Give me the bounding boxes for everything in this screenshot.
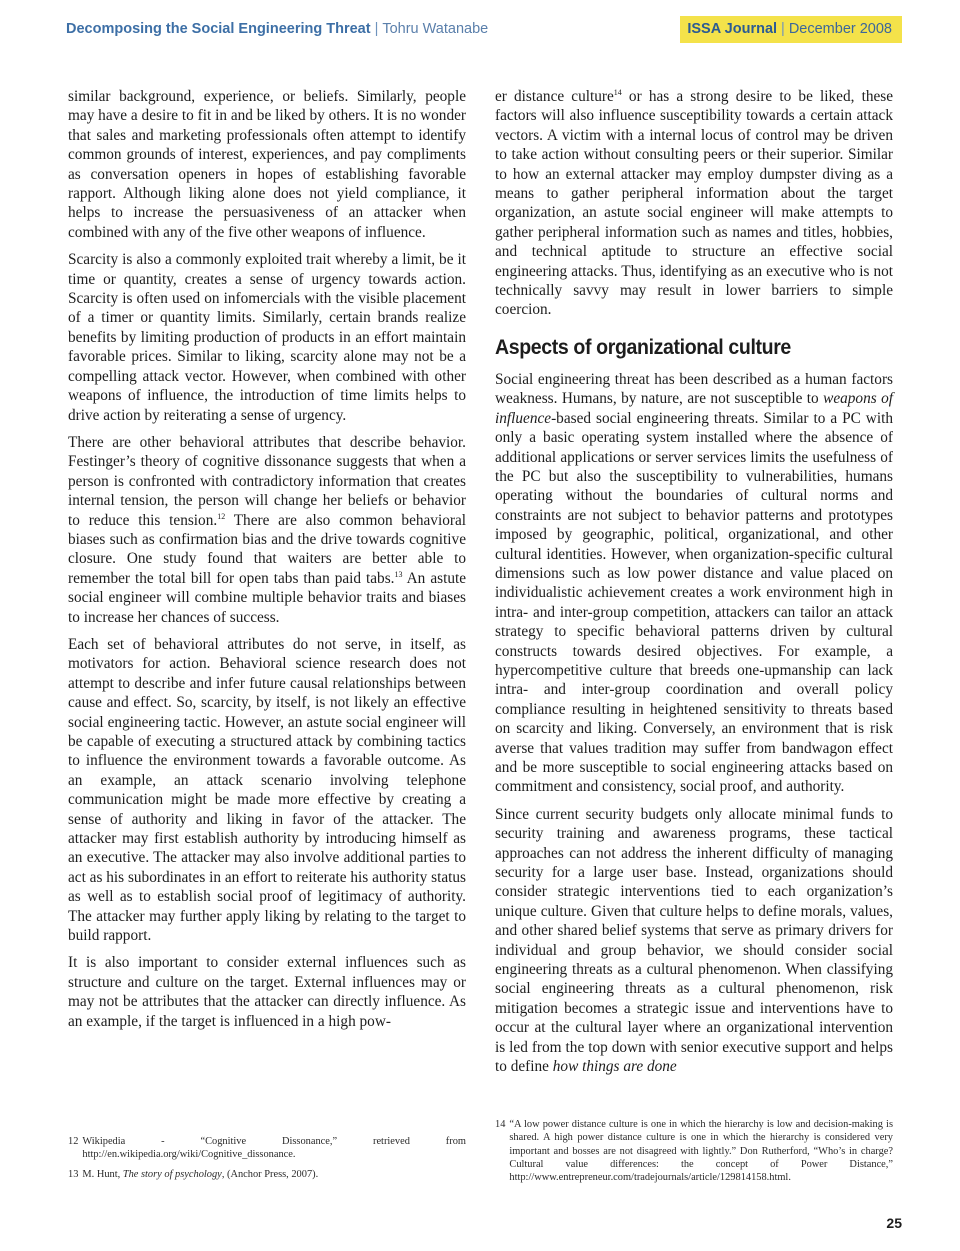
text-run: Since current security budgets only allocate minimal funds to security training and awareness programs, these tactical approaches can not address the inherent difficulty of managing security for a large user base. Instead, organizations should consider strategic interventions tied to each organization’s unique culture. Given that culture helps to define morals, values, and other shared belief systems that serve as primary drivers for individual and group behavior, we should consider social engineering threats as a cultural phenomenon. When classifying social engineering threats as a cultural phenomenon, risk mitigation becomes a strategic issue and interventions have to occur at the cultural layer where an organizational intervention is led from the top down with senior executive support and helps to define: [495, 805, 893, 1076]
header-journal-band: [680, 16, 902, 43]
footnote-text: Wikipedia - “Cognitive Dissonance,” retrieved from http://en.wikipedia.org/wiki/Cognitive_dissonance.: [82, 1136, 466, 1161]
footnote-text: [82, 1168, 466, 1181]
book-title: The story of psychology: [122, 1168, 222, 1180]
paragraph: similar background, experience, or beliefs. Similarly, people may have a desire to fit in and be liked by others. It is no wonder that sales and marketing professionals often attempt to identify common grounds of interest, experiences, and pay compliments as conversation openers in hopes of establishing favorable rapport. Although liking alone does not yield compliance, it helps to increase the persuasiveness of an attacker when combined with any of the five other weapons of influence.: [68, 88, 466, 241]
footnote-number: 13: [68, 1168, 79, 1180]
left-column: [68, 87, 466, 1039]
section-heading: Aspects of organizational culture: [495, 335, 791, 359]
paragraph: [495, 805, 893, 1077]
paragraph: It is also important to consider external influences such as structure and culture on the target. External influences may or may not be attributes that the attacker can directly influence. As an example, if the target is influenced in a high pow-: [68, 954, 466, 1030]
footnote-ref-12[interactable]: 12: [217, 511, 226, 521]
text-run: er distance culture: [495, 88, 614, 105]
italic-term: weapons of influence: [495, 390, 893, 427]
header-article-info: [66, 16, 488, 43]
footnote-number: 12: [68, 1136, 79, 1147]
footnotes-right: [495, 1118, 893, 1190]
header-article-title: Decomposing the Social Engineering Threat: [66, 21, 371, 37]
paragraph: Scarcity is also a commonly exploited trait whereby a limit, be it time or quantity, creates a sense of urgency towards action. Scarcity is often used on infomercials with the visible placement of a timer or quantity limits. Similarly, certain brands realize benefits by limiting production of products in an effort maintain favorable prices. Similar to liking, scarcity alone may not be a compelling attack vector. However, when combined with other weapons of influence, the introduction of time limits helps to drive action by reiterating a sense of urgency.: [68, 251, 466, 424]
footnotes-left: [68, 1135, 466, 1187]
footnote-number: 14: [495, 1119, 506, 1130]
header-separator-right: |: [781, 21, 785, 37]
text-run: An astute social engineer will combine multiple behavior traits and biases to increase her chances of success.: [68, 569, 467, 626]
footnote-14: [495, 1118, 893, 1184]
header-author: Tohru Watanabe: [382, 21, 489, 37]
page-number: 25: [886, 1215, 902, 1231]
text-run: , (Anchor Press, 2007).: [221, 1168, 319, 1180]
header-date: December 2008: [788, 21, 892, 37]
footnote-ref-13[interactable]: 13: [394, 569, 403, 579]
paragraph: [495, 370, 893, 797]
paragraph: [495, 87, 893, 320]
right-column: [495, 87, 893, 1085]
paragraph: Each set of behavioral attributes do not serve, in itself, as motivators for action. Behavioral science research does not attempt to describe and infer future causal relationships between cause and effect. So, scarcity, by itself, is not likely an effective social engineering tactic. However, an astute social engineer will be capable of executing a structured attack by combining tactics to influence the environment towards a favorable outcome. As an example, an attack scenario involving telephone communication might be made more effective by creating a sense of authority and liking in favor of the attacker. The attacker may first establish authority by introducing himself as an executive. The attacker may also involve additional parties to act as his subordinates in an effort to reiterate his authority status as well as to establish social proof of legitimacy of authority. The attacker may further apply liking by relating to the target to build rapport.: [68, 635, 466, 945]
running-header: [0, 16, 960, 43]
text-run: There are also common behavioral biases such as confirmation bias and the drive towards cognitive closure. One study found that waiters are better able to remember the total bill for open tabs than paid tabs.: [68, 511, 466, 587]
text-run: There are other behavioral attributes that describe behavior. Festinger’s theory of cognitive dissonance suggests that when a person is confronted with contradictory information that creates internal tension, the person will change her beliefs or behavior to reduce this tension.: [68, 433, 466, 529]
footnote-text: “A low power distance culture is one in which the hierarchy is low and decision-making is shared. A high power distance culture is one in which the hierarchy is considered very important and bosses are not disagreed with lightly.” Don Rutherford, “Who’s in charge? Cultural value differences: the concept of Power Distance,” http://www.entrepreneur.com/tradejournals/article/129814158.html.: [509, 1119, 893, 1184]
text-run: M. Hunt,: [82, 1168, 123, 1180]
footnote-13: [68, 1168, 466, 1181]
header-separator: |: [374, 21, 379, 37]
footnote-ref-14[interactable]: 14: [613, 88, 622, 97]
header-journal-name: ISSA Journal: [687, 21, 778, 37]
text-run: -based social engineering threats. Similar to a PC with only a basic operating system installed where the absence of additional applications or server services limits the usefulness of the PC but also the susceptibility to vulnerabilities, humans operating without the boundaries of cultural norms and constraints are not subject to behavior patterns and prototypes imposed by geographic, political, organizational, and other cultural identities. However, when organization-specific cultural dimensions such as low power distance and value placed on individualistic achievement creates a work environment high in intra- and inter-group competition, attackers can tailor an attack strategy to specific behavioral patterns driven by cultural constructs towards desired objectives. For example, a hypercompetitive culture that breeds one-upmanship can lack intra- and inter-group coordination and overall policy compliance resulting in heightened sensitivity to threats based on scarcity and liking. Conversely, an environment that is risk averse that values tradition may suffer from bandwagon effect and be more susceptible to social engineering attacks based on commitment and consistency, social proof, and authority.: [495, 409, 893, 796]
paragraph: [68, 433, 466, 627]
footnote-12: [68, 1135, 466, 1162]
text-run: or has a strong desire to be liked, these factors will also influence susceptibility towards a certain attack vectors. A victim with a internal locus of control may be driven to take action without consulting peers or their superior. Similar to how an external attacker may employ dumpster diving as a means to gather peripheral information about the target organization, an astute social engineer will make attempts to gather peripheral information such as names and titles, hobbies, and technical aptitude to structure an effective social engineering attacks. Thus, identifying as an executive who is not technically savvy may result in lower barriers to simple coercion.: [495, 88, 893, 319]
italic-phrase: how things are done: [552, 1058, 677, 1076]
text-run: Social engineering threat has been described as a human factors weakness. Humans, by nature, are not susceptible to: [495, 370, 893, 408]
